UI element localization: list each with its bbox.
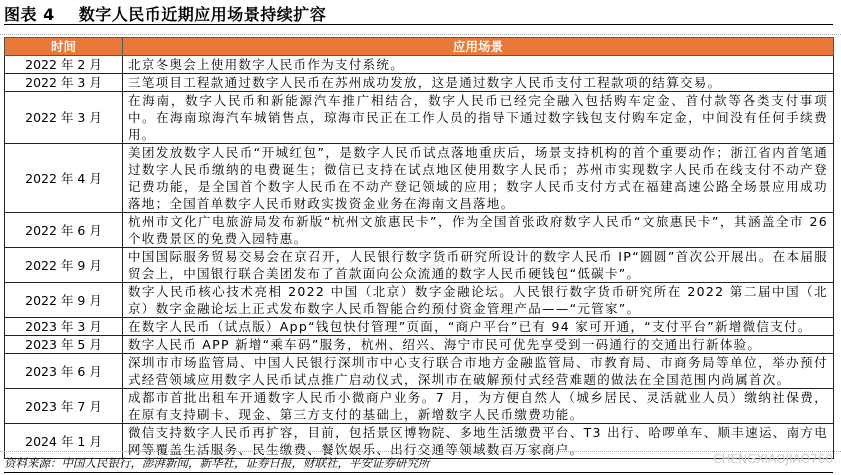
source-note: 资料来源：中国人民银行，澎湃新闻，新华社，证券日报，财联社，平安证券研究所 [4,456,430,470]
table-row [5,92,834,144]
row-date: 2022 年 3 月 [5,74,123,92]
row-scenario: 杭州市文化广电旅游局发布新版“杭州文旅惠民卡”，作为全国首张政府数字人民币“文旅惠民卡”，其涵盖全市 26 个收费景区的免费入园特惠。 [123,213,834,248]
table-row [5,318,834,336]
top-rule [4,24,833,25]
row-date: 2022 年 3 月 [5,92,123,144]
figure-number: 图表 4 [4,5,55,24]
table-row [5,144,834,213]
header-time: 时间 [5,38,123,56]
figure-title-text: 数字人民币近期应用场景持续扩容 [78,5,327,24]
row-scenario: 中国国际服务贸易交易会在京召开，人民银行数字货币研究所设计的数字人民币 IP“圆圆”首次公开展出。在本届服贸会上，中国银行联合美团发布了首款面向公众流通的数字人民币硬钱包“低碳卡”。 [123,248,834,283]
row-date: 2022 年 9 月 [5,283,123,318]
table-row [5,424,834,459]
dotted-divider [0,34,841,35]
row-date: 2022 年 9 月 [5,248,123,283]
row-date: 2023 年 7 月 [5,389,123,424]
figure-title [4,2,326,25]
row-date: 2023 年 6 月 [5,354,123,389]
row-date: 2022 年 2 月 [5,56,123,74]
row-date: 2024 年 1 月 [5,424,123,459]
table-row [5,336,834,354]
row-date: 2023 年 3 月 [5,318,123,336]
row-scenario: 微信支持数字人民币再扩容，目前，包括景区博物院、多地生活缴费平台、T3 出行、哈啰单车、顺丰速运、南方电网等覆盖生活服务、民生缴费、餐饮娱乐、出行交通等领域数百万家商户。 [123,424,834,459]
row-scenario: 三笔项目工程款通过数字人民币在苏州成功发放，这是通过数字人民币支付工程款项的结算交易。 [123,74,834,92]
row-scenario: 成都市首批出租车开通数字人民币小微商户业务。7 月，为方便自然人（城乡居民、灵活就业人员）缴纳社保费，在原有支持刷卡、现金、第三方支付的基础上，新增数字人民币缴费功能。 [123,389,834,424]
table-row [5,248,834,283]
row-date: 2022 年 4 月 [5,144,123,213]
table-row [5,213,834,248]
row-scenario: 美团发放数字人民币“开城红包”，是数字人民币试点落地重庆后，场景支持机构的首个重要动作；浙江省内首笔通过数字人民币缴纳的电费诞生；微信已支持在试点地区使用数字人民币；苏州市实现数字人民币在线支付不动产登记费功能，是全国首个数字人民币在不动产登记领域的应用；数字人民币支付方式在福建高速公路全场景应用成功落地；全国首单数字人民币财政实拨资金业务在海南文昌落地。 [123,144,834,213]
row-date: 2023 年 5 月 [5,336,123,354]
row-scenario: 北京冬奥会上使用数字人民币作为支付系统。 [123,56,834,74]
row-scenario: 数字人民币核心技术亮相 2022 中国（北京）数字金融论坛。人民银行数字货币研究所在 2022 第二届中国（北京）数字金融论坛上正式发布数字人民币智能合约预付资金管理产品——“元管家”。 [123,283,834,318]
row-date: 2022 年 6 月 [5,213,123,248]
table-row [5,283,834,318]
table-row [5,56,834,74]
table-row [5,354,834,389]
table-row [5,74,834,92]
watermark: CHENGXIAOJIAO760 [713,452,833,466]
bottom-rule [4,472,833,473]
header-scenario: 应用场景 [123,38,834,56]
row-scenario: 数字人民币 APP 新增“乘车码”服务，杭州、绍兴、海宁市民可优先享受到一码通行的交通出行新体验。 [123,336,834,354]
row-scenario: 在数字人民币（试点版）App“钱包快付管理”页面，“商户平台”已有 94 家可开通，“支付平台”新增微信支付。 [123,318,834,336]
table-row [5,389,834,424]
row-scenario: 在海南，数字人民币和新能源汽车推广相结合，数字人民币已经完全融入包括购车定金、首付款等各类支付事项中。在海南琼海汽车城销售点，琼海市民正在工作人员的指导下通过数字钱包支付购车定金，中间没有任何手续费用。 [123,92,834,144]
application-scenarios-table [4,37,834,459]
row-scenario: 深圳市市场监管局、中国人民银行深圳市中心支行联合市地方金融监管局、市教育局、市商务局等单位，举办预付式经营领域应用数字人民币试点推广启动仪式，深圳市在破解预付式经营难题的做法在全国范围内尚属首次。 [123,354,834,389]
